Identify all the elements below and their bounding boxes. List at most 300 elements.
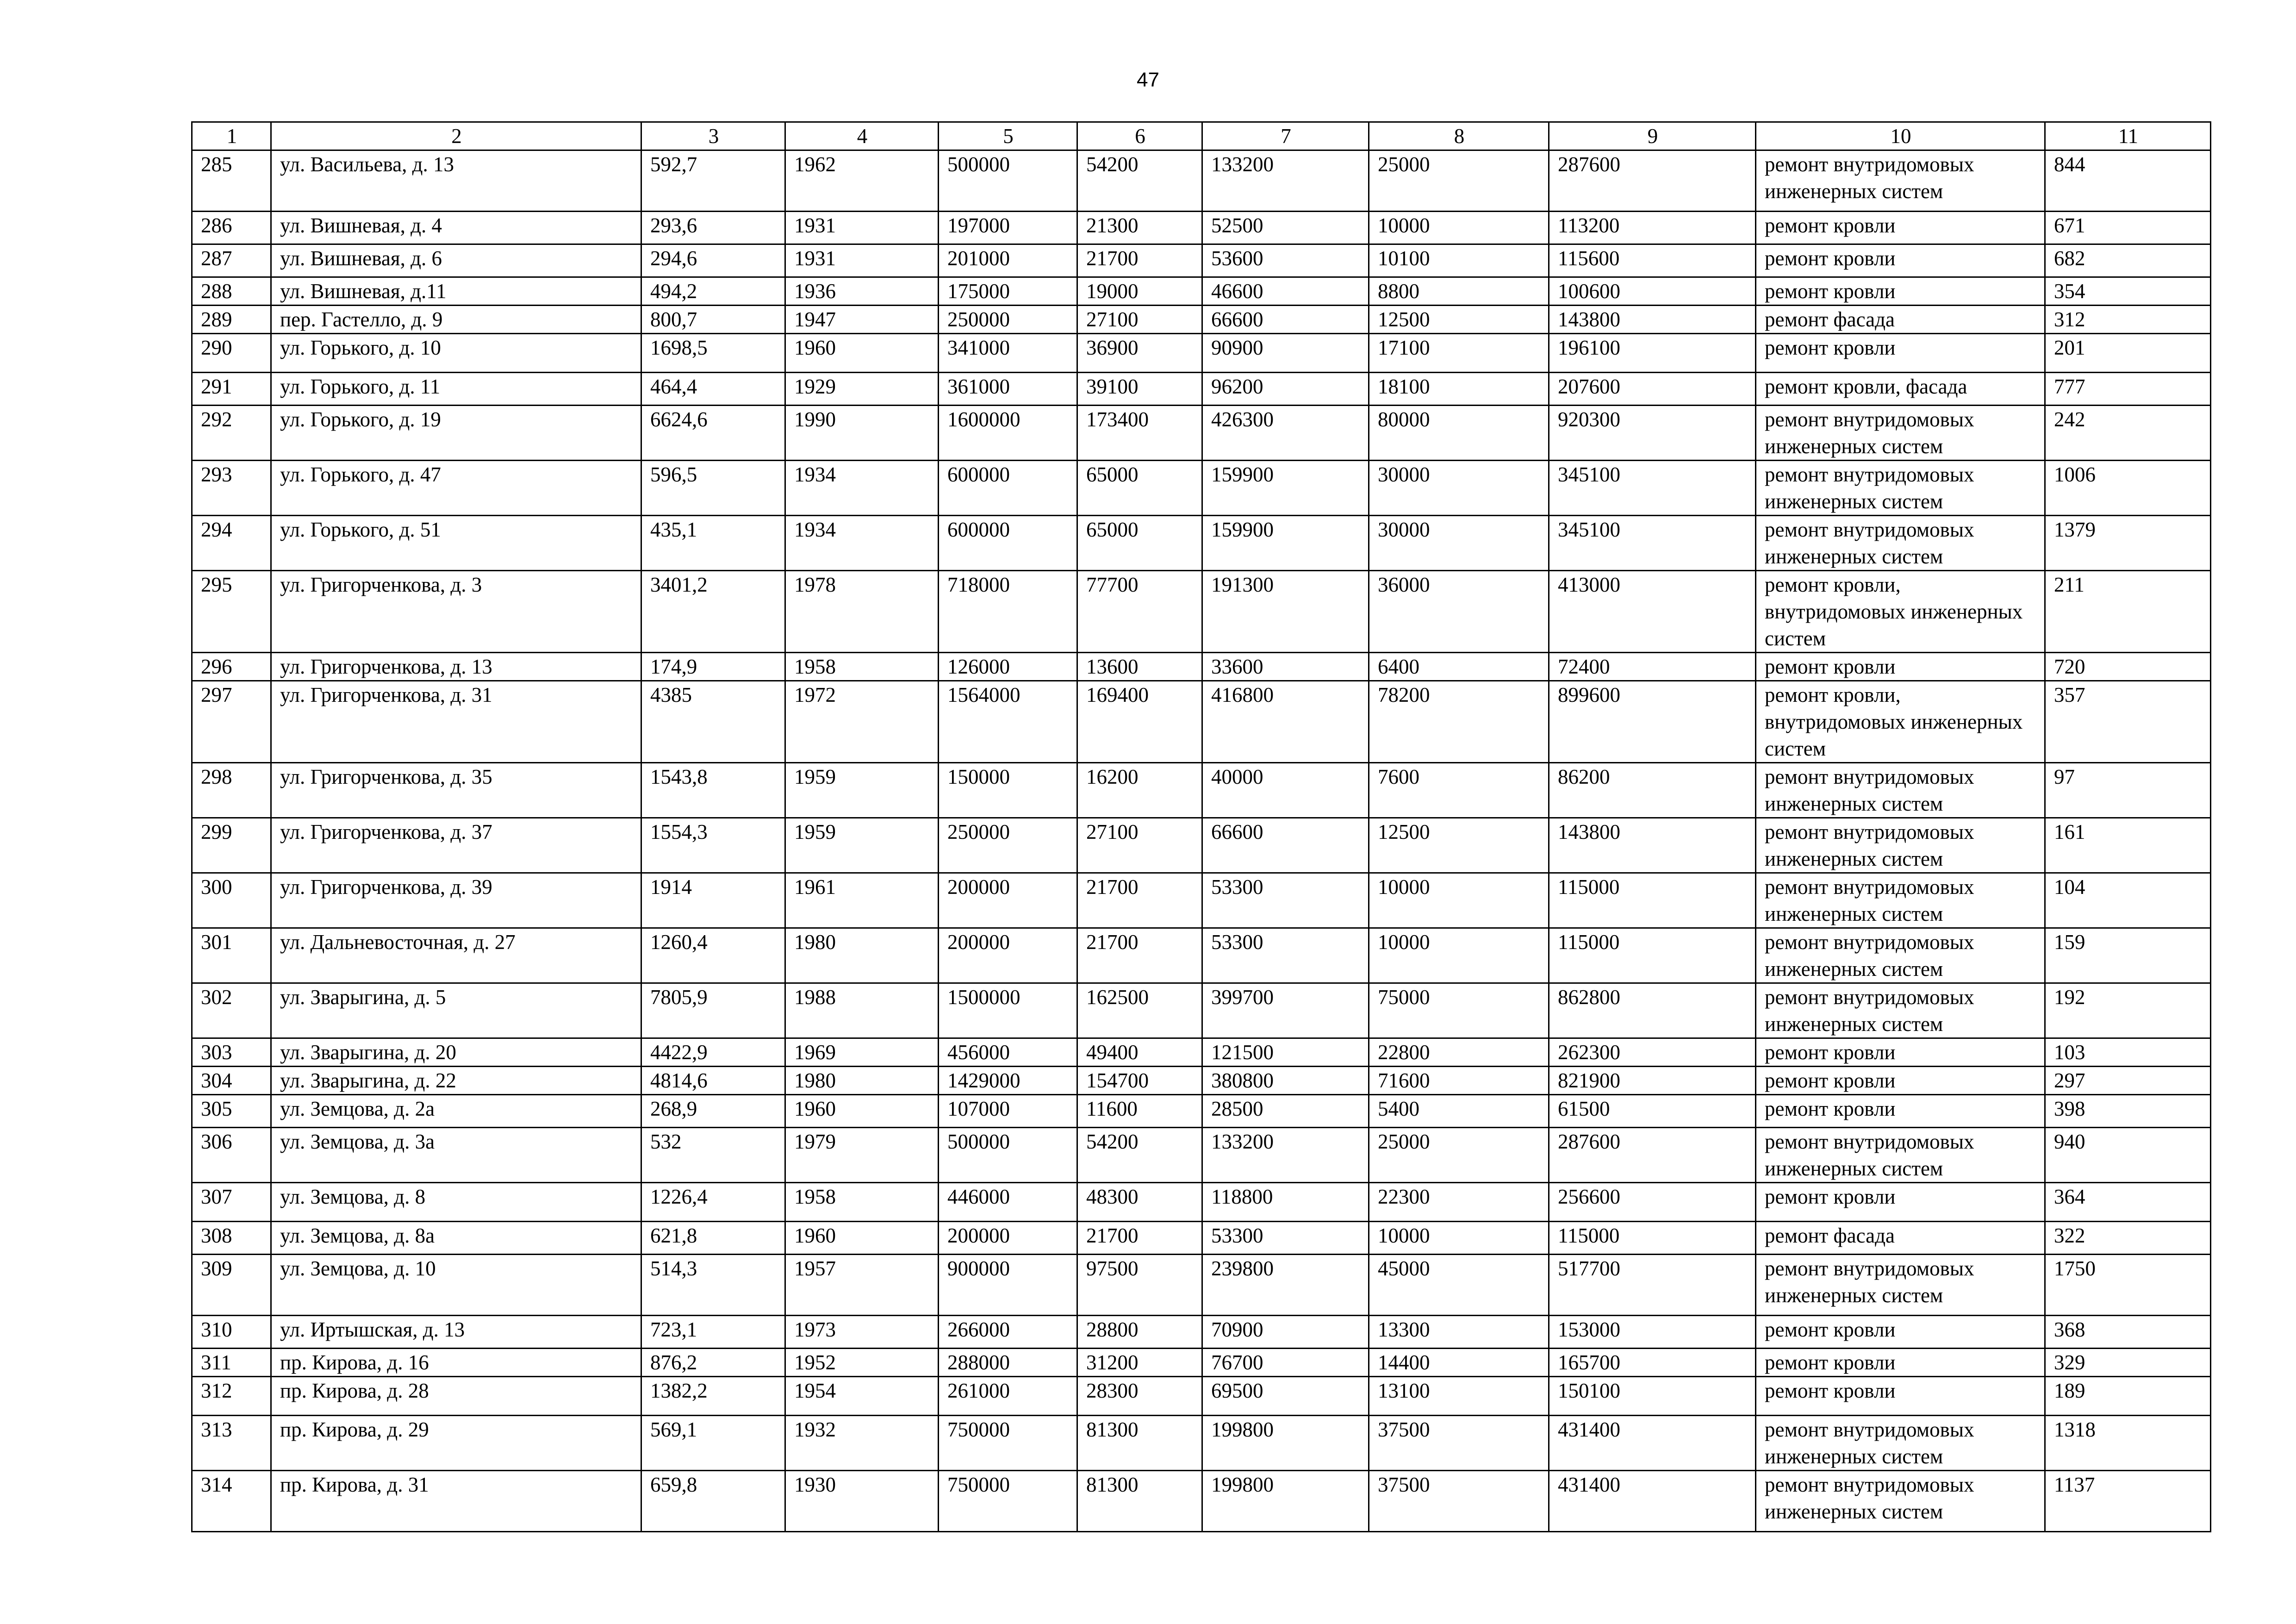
area-cell: 532: [641, 1128, 785, 1183]
address-cell: ул. Горького, д. 47: [271, 461, 641, 516]
cost-col-9-cell: 517700: [1549, 1255, 1756, 1316]
cost-col-7-cell: 52500: [1202, 212, 1369, 244]
cost-per-sqm-cell: 329: [2045, 1349, 2211, 1377]
address-cell: пер. Гастелло, д. 9: [271, 306, 641, 334]
cost-col-7-cell: 53300: [1202, 873, 1369, 928]
table-row: [192, 763, 2211, 818]
cost-col-7-cell: 133200: [1202, 1128, 1369, 1183]
cost-col-9-cell: 115000: [1549, 928, 1756, 983]
address-cell: ул. Григорченкова, д. 3: [271, 571, 641, 653]
work-type-cell: ремонт кровли: [1756, 212, 2045, 244]
total-cost-cell: 261000: [939, 1377, 1077, 1416]
address-cell: ул. Григорченкова, д. 13: [271, 653, 641, 681]
cost-per-sqm-cell: 1137: [2045, 1471, 2211, 1532]
build-year-cell: 1954: [785, 1377, 939, 1416]
cost-col-6-cell: 27100: [1077, 818, 1202, 873]
cost-col-8-cell: 25000: [1369, 1128, 1549, 1183]
cost-col-6-cell: 31200: [1077, 1349, 1202, 1377]
work-type-cell: ремонт кровли, внутридомовых инженерных систем: [1756, 571, 2045, 653]
table-row: [192, 1316, 2211, 1349]
cost-col-9-cell: 920300: [1549, 406, 1756, 461]
cost-col-7-cell: 159900: [1202, 516, 1369, 571]
work-type-cell: ремонт внутридомовых инженерных систем: [1756, 983, 2045, 1038]
address-cell: ул. Зварыгина, д. 22: [271, 1067, 641, 1095]
work-type-cell: ремонт внутридомовых инженерных систем: [1756, 406, 2045, 461]
row-number-cell: 311: [192, 1349, 271, 1377]
total-cost-cell: 1500000: [939, 983, 1077, 1038]
cost-col-7-cell: 159900: [1202, 461, 1369, 516]
row-number-cell: 313: [192, 1416, 271, 1471]
row-number-cell: 295: [192, 571, 271, 653]
row-number-cell: 285: [192, 150, 271, 212]
area-cell: 621,8: [641, 1222, 785, 1255]
address-cell: ул. Земцова, д. 8: [271, 1183, 641, 1222]
cost-col-6-cell: 81300: [1077, 1471, 1202, 1532]
cost-col-6-cell: 21700: [1077, 928, 1202, 983]
cost-col-6-cell: 28300: [1077, 1377, 1202, 1416]
cost-col-9-cell: 345100: [1549, 461, 1756, 516]
area-cell: 174,9: [641, 653, 785, 681]
work-type-cell: ремонт внутридомовых инженерных систем: [1756, 1416, 2045, 1471]
row-number-cell: 297: [192, 681, 271, 763]
area-cell: 592,7: [641, 150, 785, 212]
housing-repair-table: [191, 121, 2211, 1532]
work-type-cell: ремонт кровли: [1756, 277, 2045, 306]
column-number: 11: [2045, 122, 2211, 150]
cost-col-6-cell: 28800: [1077, 1316, 1202, 1349]
area-cell: 4422,9: [641, 1038, 785, 1067]
cost-per-sqm-cell: 682: [2045, 244, 2211, 277]
cost-col-9-cell: 115000: [1549, 873, 1756, 928]
cost-col-7-cell: 199800: [1202, 1416, 1369, 1471]
total-cost-cell: 456000: [939, 1038, 1077, 1067]
work-type-cell: ремонт кровли: [1756, 334, 2045, 373]
area-cell: 1260,4: [641, 928, 785, 983]
address-cell: ул. Земцова, д. 10: [271, 1255, 641, 1316]
address-cell: ул. Григорченкова, д. 31: [271, 681, 641, 763]
cost-per-sqm-cell: 1750: [2045, 1255, 2211, 1316]
row-number-cell: 314: [192, 1471, 271, 1532]
cost-col-7-cell: 426300: [1202, 406, 1369, 461]
row-number-cell: 301: [192, 928, 271, 983]
row-number-cell: 299: [192, 818, 271, 873]
address-cell: пр. Кирова, д. 28: [271, 1377, 641, 1416]
cost-col-7-cell: 53300: [1202, 928, 1369, 983]
row-number-cell: 306: [192, 1128, 271, 1183]
address-cell: ул. Горького, д. 19: [271, 406, 641, 461]
area-cell: 294,6: [641, 244, 785, 277]
table-body: [192, 122, 2211, 1532]
table-row: [192, 928, 2211, 983]
cost-per-sqm-cell: 368: [2045, 1316, 2211, 1349]
build-year-cell: 1959: [785, 818, 939, 873]
total-cost-cell: 500000: [939, 1128, 1077, 1183]
cost-col-9-cell: 821900: [1549, 1067, 1756, 1095]
build-year-cell: 1934: [785, 516, 939, 571]
work-type-cell: ремонт кровли: [1756, 1183, 2045, 1222]
cost-per-sqm-cell: 720: [2045, 653, 2211, 681]
build-year-cell: 1960: [785, 334, 939, 373]
cost-col-6-cell: 39100: [1077, 373, 1202, 406]
address-cell: ул. Вишневая, д. 4: [271, 212, 641, 244]
cost-col-7-cell: 416800: [1202, 681, 1369, 763]
cost-per-sqm-cell: 354: [2045, 277, 2211, 306]
table-row: [192, 406, 2211, 461]
total-cost-cell: 200000: [939, 928, 1077, 983]
cost-col-6-cell: 21700: [1077, 873, 1202, 928]
total-cost-cell: 718000: [939, 571, 1077, 653]
address-cell: ул. Земцова, д. 8а: [271, 1222, 641, 1255]
cost-col-8-cell: 10000: [1369, 873, 1549, 928]
cost-col-7-cell: 199800: [1202, 1471, 1369, 1532]
cost-col-8-cell: 12500: [1369, 306, 1549, 334]
cost-per-sqm-cell: 192: [2045, 983, 2211, 1038]
cost-per-sqm-cell: 189: [2045, 1377, 2211, 1416]
cost-col-6-cell: 81300: [1077, 1416, 1202, 1471]
cost-col-9-cell: 262300: [1549, 1038, 1756, 1067]
cost-col-7-cell: 239800: [1202, 1255, 1369, 1316]
cost-col-6-cell: 11600: [1077, 1095, 1202, 1128]
build-year-cell: 1960: [785, 1095, 939, 1128]
row-number-cell: 298: [192, 763, 271, 818]
area-cell: 659,8: [641, 1471, 785, 1532]
column-number: 4: [785, 122, 939, 150]
cost-col-7-cell: 28500: [1202, 1095, 1369, 1128]
cost-col-8-cell: 17100: [1369, 334, 1549, 373]
cost-col-7-cell: 191300: [1202, 571, 1369, 653]
cost-col-7-cell: 76700: [1202, 1349, 1369, 1377]
cost-col-9-cell: 61500: [1549, 1095, 1756, 1128]
work-type-cell: ремонт внутридомовых инженерных систем: [1756, 928, 2045, 983]
cost-per-sqm-cell: 322: [2045, 1222, 2211, 1255]
table-row: [192, 1255, 2211, 1316]
cost-per-sqm-cell: 312: [2045, 306, 2211, 334]
total-cost-cell: 200000: [939, 873, 1077, 928]
cost-col-9-cell: 113200: [1549, 212, 1756, 244]
cost-per-sqm-cell: 844: [2045, 150, 2211, 212]
total-cost-cell: 197000: [939, 212, 1077, 244]
total-cost-cell: 150000: [939, 763, 1077, 818]
column-number: 1: [192, 122, 271, 150]
table-row: [192, 1128, 2211, 1183]
cost-col-9-cell: 431400: [1549, 1471, 1756, 1532]
row-number-cell: 286: [192, 212, 271, 244]
row-number-cell: 303: [192, 1038, 271, 1067]
cost-col-6-cell: 48300: [1077, 1183, 1202, 1222]
address-cell: пр. Кирова, д. 16: [271, 1349, 641, 1377]
cost-col-9-cell: 196100: [1549, 334, 1756, 373]
table-row: [192, 983, 2211, 1038]
build-year-cell: 1988: [785, 983, 939, 1038]
cost-col-6-cell: 27100: [1077, 306, 1202, 334]
row-number-cell: 305: [192, 1095, 271, 1128]
area-cell: 596,5: [641, 461, 785, 516]
address-cell: ул. Григорченкова, д. 39: [271, 873, 641, 928]
cost-col-9-cell: 899600: [1549, 681, 1756, 763]
work-type-cell: ремонт фасада: [1756, 306, 2045, 334]
build-year-cell: 1959: [785, 763, 939, 818]
work-type-cell: ремонт кровли: [1756, 244, 2045, 277]
area-cell: 1914: [641, 873, 785, 928]
cost-per-sqm-cell: 201: [2045, 334, 2211, 373]
cost-col-8-cell: 25000: [1369, 150, 1549, 212]
cost-col-7-cell: 399700: [1202, 983, 1369, 1038]
column-number: 9: [1549, 122, 1756, 150]
cost-col-9-cell: 345100: [1549, 516, 1756, 571]
cost-col-7-cell: 380800: [1202, 1067, 1369, 1095]
table-row: [192, 150, 2211, 212]
address-cell: ул. Земцова, д. 2а: [271, 1095, 641, 1128]
build-year-cell: 1973: [785, 1316, 939, 1349]
table-row: [192, 873, 2211, 928]
address-cell: ул. Вишневая, д.11: [271, 277, 641, 306]
table-row: [192, 516, 2211, 571]
table-row: [192, 1471, 2211, 1532]
row-number-cell: 290: [192, 334, 271, 373]
cost-per-sqm-cell: 398: [2045, 1095, 2211, 1128]
area-cell: 4814,6: [641, 1067, 785, 1095]
cost-per-sqm-cell: 242: [2045, 406, 2211, 461]
total-cost-cell: 288000: [939, 1349, 1077, 1377]
cost-col-8-cell: 8800: [1369, 277, 1549, 306]
total-cost-cell: 175000: [939, 277, 1077, 306]
cost-col-6-cell: 21300: [1077, 212, 1202, 244]
cost-per-sqm-cell: 671: [2045, 212, 2211, 244]
cost-per-sqm-cell: 364: [2045, 1183, 2211, 1222]
cost-col-8-cell: 36000: [1369, 571, 1549, 653]
work-type-cell: ремонт кровли, фасада: [1756, 373, 2045, 406]
table-row: [192, 1222, 2211, 1255]
build-year-cell: 1980: [785, 1067, 939, 1095]
row-number-cell: 307: [192, 1183, 271, 1222]
column-number: 6: [1077, 122, 1202, 150]
cost-col-9-cell: 143800: [1549, 818, 1756, 873]
cost-col-7-cell: 53600: [1202, 244, 1369, 277]
cost-col-8-cell: 6400: [1369, 653, 1549, 681]
cost-per-sqm-cell: 159: [2045, 928, 2211, 983]
cost-col-7-cell: 96200: [1202, 373, 1369, 406]
cost-col-9-cell: 115000: [1549, 1222, 1756, 1255]
work-type-cell: ремонт внутридомовых инженерных систем: [1756, 150, 2045, 212]
address-cell: ул. Григорченкова, д. 35: [271, 763, 641, 818]
table-row: [192, 277, 2211, 306]
cost-per-sqm-cell: 104: [2045, 873, 2211, 928]
address-cell: ул. Григорченкова, д. 37: [271, 818, 641, 873]
cost-per-sqm-cell: 777: [2045, 373, 2211, 406]
cost-col-8-cell: 12500: [1369, 818, 1549, 873]
table-row: [192, 334, 2211, 373]
address-cell: пр. Кирова, д. 29: [271, 1416, 641, 1471]
address-cell: ул. Дальневосточная, д. 27: [271, 928, 641, 983]
cost-col-8-cell: 75000: [1369, 983, 1549, 1038]
table-row: [192, 373, 2211, 406]
column-number: 10: [1756, 122, 2045, 150]
build-year-cell: 1958: [785, 653, 939, 681]
address-cell: ул. Зварыгина, д. 5: [271, 983, 641, 1038]
cost-col-9-cell: 143800: [1549, 306, 1756, 334]
table-row: [192, 1038, 2211, 1067]
column-number: 3: [641, 122, 785, 150]
build-year-cell: 1932: [785, 1416, 939, 1471]
cost-col-9-cell: 287600: [1549, 1128, 1756, 1183]
cost-col-6-cell: 36900: [1077, 334, 1202, 373]
cost-col-6-cell: 154700: [1077, 1067, 1202, 1095]
cost-col-8-cell: 37500: [1369, 1471, 1549, 1532]
cost-col-9-cell: 207600: [1549, 373, 1756, 406]
work-type-cell: ремонт кровли: [1756, 1377, 2045, 1416]
cost-col-7-cell: 46600: [1202, 277, 1369, 306]
cost-col-7-cell: 90900: [1202, 334, 1369, 373]
total-cost-cell: 250000: [939, 306, 1077, 334]
column-number-row: [192, 122, 2211, 150]
page-number: 47: [1137, 69, 1159, 91]
build-year-cell: 1961: [785, 873, 939, 928]
work-type-cell: ремонт внутридомовых инженерных систем: [1756, 1255, 2045, 1316]
build-year-cell: 1962: [785, 150, 939, 212]
column-number: 7: [1202, 122, 1369, 150]
work-type-cell: ремонт внутридомовых инженерных систем: [1756, 1128, 2045, 1183]
column-number: 2: [271, 122, 641, 150]
total-cost-cell: 600000: [939, 461, 1077, 516]
row-number-cell: 309: [192, 1255, 271, 1316]
cost-col-6-cell: 49400: [1077, 1038, 1202, 1067]
cost-col-6-cell: 65000: [1077, 516, 1202, 571]
build-year-cell: 1934: [785, 461, 939, 516]
cost-col-8-cell: 5400: [1369, 1095, 1549, 1128]
row-number-cell: 294: [192, 516, 271, 571]
cost-col-7-cell: 53300: [1202, 1222, 1369, 1255]
address-cell: ул. Зварыгина, д. 20: [271, 1038, 641, 1067]
cost-col-9-cell: 153000: [1549, 1316, 1756, 1349]
cost-col-6-cell: 65000: [1077, 461, 1202, 516]
total-cost-cell: 201000: [939, 244, 1077, 277]
build-year-cell: 1990: [785, 406, 939, 461]
area-cell: 435,1: [641, 516, 785, 571]
area-cell: 4385: [641, 681, 785, 763]
cost-col-8-cell: 10000: [1369, 928, 1549, 983]
cost-col-8-cell: 14400: [1369, 1349, 1549, 1377]
table-row: [192, 306, 2211, 334]
work-type-cell: ремонт кровли: [1756, 1349, 2045, 1377]
cost-per-sqm-cell: 940: [2045, 1128, 2211, 1183]
total-cost-cell: 750000: [939, 1416, 1077, 1471]
table-row: [192, 681, 2211, 763]
table-row: [192, 571, 2211, 653]
total-cost-cell: 341000: [939, 334, 1077, 373]
work-type-cell: ремонт внутридомовых инженерных систем: [1756, 1471, 2045, 1532]
row-number-cell: 296: [192, 653, 271, 681]
table-row: [192, 818, 2211, 873]
build-year-cell: 1969: [785, 1038, 939, 1067]
area-cell: 7805,9: [641, 983, 785, 1038]
work-type-cell: ремонт внутридомовых инженерных систем: [1756, 516, 2045, 571]
total-cost-cell: 1564000: [939, 681, 1077, 763]
cost-per-sqm-cell: 161: [2045, 818, 2211, 873]
total-cost-cell: 750000: [939, 1471, 1077, 1532]
area-cell: 876,2: [641, 1349, 785, 1377]
work-type-cell: ремонт кровли: [1756, 1038, 2045, 1067]
address-cell: ул. Горького, д. 51: [271, 516, 641, 571]
area-cell: 723,1: [641, 1316, 785, 1349]
cost-col-8-cell: 22800: [1369, 1038, 1549, 1067]
column-number: 8: [1369, 122, 1549, 150]
cost-per-sqm-cell: 97: [2045, 763, 2211, 818]
cost-col-6-cell: 19000: [1077, 277, 1202, 306]
table-row: [192, 653, 2211, 681]
cost-col-6-cell: 162500: [1077, 983, 1202, 1038]
build-year-cell: 1958: [785, 1183, 939, 1222]
cost-col-7-cell: 66600: [1202, 306, 1369, 334]
row-number-cell: 289: [192, 306, 271, 334]
cost-col-8-cell: 80000: [1369, 406, 1549, 461]
address-cell: ул. Вишневая, д. 6: [271, 244, 641, 277]
area-cell: 1554,3: [641, 818, 785, 873]
build-year-cell: 1979: [785, 1128, 939, 1183]
cost-col-9-cell: 431400: [1549, 1416, 1756, 1471]
build-year-cell: 1957: [785, 1255, 939, 1316]
work-type-cell: ремонт кровли: [1756, 1067, 2045, 1095]
cost-per-sqm-cell: 1006: [2045, 461, 2211, 516]
area-cell: 800,7: [641, 306, 785, 334]
area-cell: 1226,4: [641, 1183, 785, 1222]
row-number-cell: 288: [192, 277, 271, 306]
cost-col-6-cell: 13600: [1077, 653, 1202, 681]
cost-col-9-cell: 86200: [1549, 763, 1756, 818]
cost-per-sqm-cell: 357: [2045, 681, 2211, 763]
work-type-cell: ремонт внутридомовых инженерных систем: [1756, 873, 2045, 928]
table-row: [192, 1416, 2211, 1471]
row-number-cell: 308: [192, 1222, 271, 1255]
row-number-cell: 293: [192, 461, 271, 516]
area-cell: 494,2: [641, 277, 785, 306]
cost-col-8-cell: 7600: [1369, 763, 1549, 818]
row-number-cell: 287: [192, 244, 271, 277]
cost-col-8-cell: 13300: [1369, 1316, 1549, 1349]
build-year-cell: 1930: [785, 1471, 939, 1532]
table-row: [192, 1095, 2211, 1128]
cost-col-8-cell: 30000: [1369, 461, 1549, 516]
column-number: 5: [939, 122, 1077, 150]
cost-col-6-cell: 173400: [1077, 406, 1202, 461]
cost-col-8-cell: 10000: [1369, 1222, 1549, 1255]
cost-col-9-cell: 165700: [1549, 1349, 1756, 1377]
total-cost-cell: 200000: [939, 1222, 1077, 1255]
cost-col-7-cell: 70900: [1202, 1316, 1369, 1349]
area-cell: 1382,2: [641, 1377, 785, 1416]
table-row: [192, 1377, 2211, 1416]
cost-per-sqm-cell: 103: [2045, 1038, 2211, 1067]
work-type-cell: ремонт фасада: [1756, 1222, 2045, 1255]
address-cell: пр. Кирова, д. 31: [271, 1471, 641, 1532]
work-type-cell: ремонт внутридомовых инженерных систем: [1756, 763, 2045, 818]
cost-col-6-cell: 16200: [1077, 763, 1202, 818]
area-cell: 1543,8: [641, 763, 785, 818]
build-year-cell: 1929: [785, 373, 939, 406]
work-type-cell: ремонт кровли: [1756, 653, 2045, 681]
row-number-cell: 304: [192, 1067, 271, 1095]
build-year-cell: 1972: [785, 681, 939, 763]
total-cost-cell: 1600000: [939, 406, 1077, 461]
work-type-cell: ремонт внутридомовых инженерных систем: [1756, 461, 2045, 516]
cost-col-9-cell: 256600: [1549, 1183, 1756, 1222]
table-row: [192, 244, 2211, 277]
cost-col-6-cell: 77700: [1077, 571, 1202, 653]
cost-col-7-cell: 118800: [1202, 1183, 1369, 1222]
build-year-cell: 1978: [785, 571, 939, 653]
cost-per-sqm-cell: 211: [2045, 571, 2211, 653]
total-cost-cell: 446000: [939, 1183, 1077, 1222]
address-cell: ул. Горького, д. 10: [271, 334, 641, 373]
